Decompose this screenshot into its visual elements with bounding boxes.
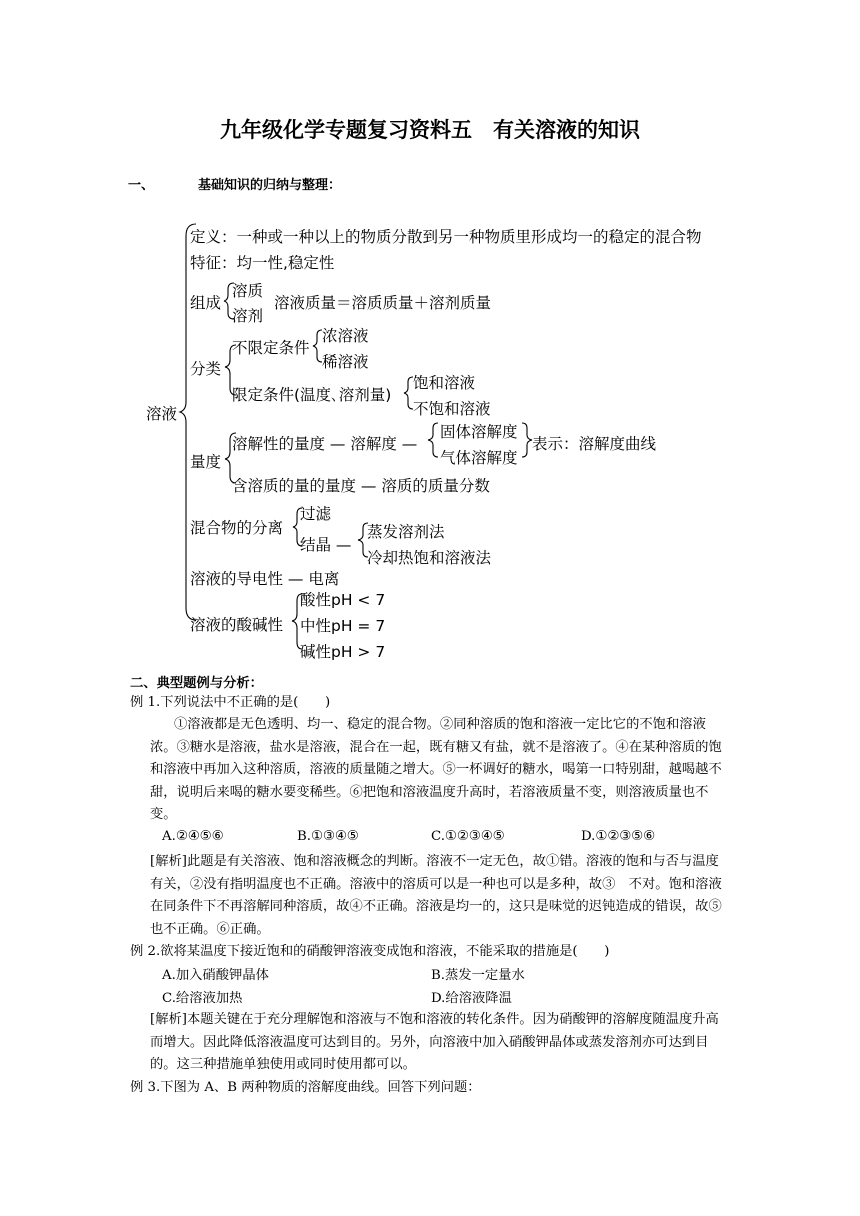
tree-classification: 分类 [190, 360, 222, 378]
tree-concentrated: 浓溶液 [322, 327, 369, 345]
tree-unrestricted: 不限定条件 [232, 339, 310, 357]
tree-solubility-curve: 表示：溶解度曲线 [532, 435, 657, 453]
example-1-body: ①溶液都是无色透明、均一、稳定的混合物。②同种溶质的饱和溶液一定比它的不饱和溶液浓。③糖水是溶液，盐水是溶液，混合在一起，既有糖又有盐，就不是溶液了。④在某种溶质的饱和溶液中再加入这种溶质，溶液的质量随之增大。⑤一杯调好的糖水，喝第一口特别甜，越喝越不甜，说明后来喝的糖水要变稀些。⑥把饱和溶液温度升高时，若溶液质量不变，则溶液质量也不变。 [150, 717, 722, 822]
tree-saturated: 饱和溶液 [413, 374, 476, 392]
tree-measure: 量度 [190, 453, 222, 471]
section-1-label: 基础知识的归纳与整理： [198, 178, 342, 193]
brace-meas-a [428, 423, 438, 457]
tree-crystallization: 结晶 — [300, 536, 352, 554]
example-2-option-c: C.给溶液加热 [162, 991, 243, 1006]
tree-solubility-measure: 溶解性的量度 — 溶解度 — [232, 435, 418, 453]
tree-root: 溶液 [146, 405, 178, 423]
tree-conductivity: 溶液的导电性 — 电离 [190, 570, 340, 588]
tree-unsaturated: 不饱和溶液 [413, 400, 491, 418]
example-2-option-a: A.加入硝酸钾晶体 [162, 968, 269, 983]
tree-basic: 碱性pH > 7 [300, 643, 386, 661]
page-title: 九年级化学专题复习资料五 有关溶液的知识 [220, 118, 640, 142]
example-1-option-c: C.①②③④⑤ [431, 829, 505, 844]
example-2-question: 例 2.欲将某温度下接近饱和的硝酸钾溶液变成饱和溶液，不能采取的措施是( ) [130, 944, 610, 959]
tree-gas-solubility: 气体溶解度 [440, 449, 518, 467]
brace-cls-b [404, 377, 413, 409]
tree-dilute: 稀溶液 [322, 353, 369, 371]
tree-neutral: 中性pH = 7 [300, 617, 386, 635]
brace-main [180, 224, 196, 620]
tree-composition: 组成 [190, 294, 222, 312]
tree-filtration: 过滤 [300, 505, 332, 523]
example-2-option-b: B.蒸发一定量水 [431, 968, 525, 983]
example-1-question: 例 1.下列说法中不正确的是( ) [130, 695, 331, 710]
example-3-question: 例 3.下图为 A、B 两种物质的溶解度曲线。回答下列问题： [130, 1080, 481, 1095]
example-2-analysis: [解析]本题关键在于充分理解饱和溶液与不饱和溶液的转化条件。因为硝酸钾的溶解度随温度升高而增大。因此降低溶液温度可达到目的。另外，向溶液中加入硝酸钾晶体或蒸发溶剂亦可达到目的。这三种措施单独使用或同时使用都可以。 [150, 1012, 719, 1072]
tree-acidic: 酸性pH < 7 [300, 591, 386, 609]
tree-acidity: 溶液的酸碱性 [190, 616, 284, 634]
section-1-number: 一、 [128, 178, 155, 193]
section-2-heading: 二、典型题例与分析： [130, 676, 263, 691]
example-2-option-d: D.给溶液降温 [431, 991, 512, 1006]
tree-restricted: 限定条件(温度､溶剂量) [232, 386, 392, 404]
example-1-option-a: A.②④⑤⑥ [162, 829, 224, 844]
tree-solid-solubility: 固体溶解度 [440, 423, 518, 441]
example-1-option-d: D.①②③⑤⑥ [581, 829, 656, 844]
tree-solvent: 溶剂 [232, 307, 264, 325]
tree-definition: 定义：一种或一种以上的物质分散到另一种物质里形成均一的稳定的混合物 [190, 228, 702, 246]
tree-mass-equation: 溶液质量＝溶质质量＋溶剂质量 [274, 294, 492, 312]
example-1-option-b: B.①③④⑤ [297, 829, 359, 844]
example-1-analysis: [解析]此题是有关溶液、饱和溶液概念的判断。溶液不一定无色，故①错。溶液的饱和与否与温度有关，②没有指明温度也不正确。溶液中的溶质可以是一种也可以是多种，故③ 不对。饱和溶液在同条件下不再溶解同种溶质，故④不正确。溶液是均一的，这只是味觉的迟钝造成的错误，故⑤也不正确。⑥正确。 [150, 854, 722, 937]
tree-evaporation: 蒸发溶剂法 [367, 523, 445, 541]
tree-solute: 溶质 [232, 282, 264, 300]
tree-cooling: 冷却热饱和溶液法 [367, 549, 492, 567]
tree-feature: 特征：均一性,稳定性 [190, 254, 335, 272]
brace-cls-a [313, 330, 322, 362]
tree-separation: 混合物的分离 [190, 519, 284, 537]
tree-mass-fraction: 含溶质的量的量度 — 溶质的质量分数 [232, 477, 490, 495]
brace-meas-show [522, 423, 532, 457]
